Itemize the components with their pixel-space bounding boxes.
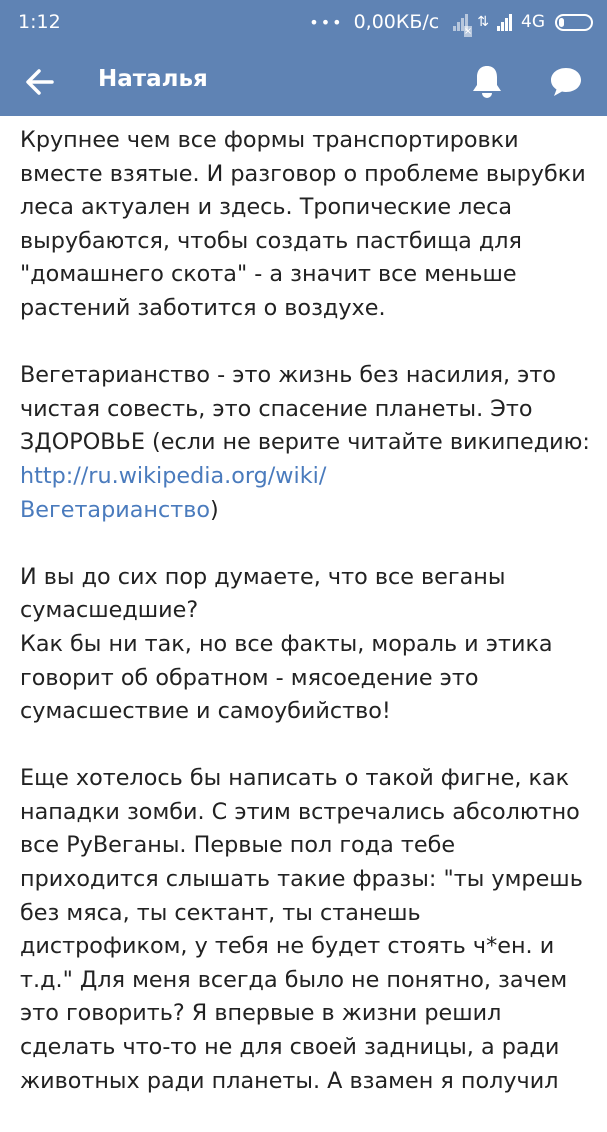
paragraph-3-line-2: Как бы ни так, но все факты, мораль и этика говорит об обратном - мясоедение это сумасшествие и самоубийство! [20,630,553,725]
wikipedia-link-url: http://ru.wikipedia.org/wiki/ [20,462,327,489]
notifications-button[interactable] [468,62,506,102]
paragraph-4: Еще хотелось бы написать о такой фигне, как нападки зомби. С этим встречались абсолютно все РуВеганы. Первые пол года тебе приходится слышать такие фразы: "ты умрешь без мяса, ты сектант, ты станешь дистрофиком, у тебя не будет стоять ч*ен. и т.д." Для меня всегда было не понятно, зачем это говорить? Я впервые в жизни решил сделать что-то не для своей задницы, а ради животных ради планеты. А взамен я получил [20,765,583,1094]
status-time: 1:12 [18,11,61,33]
wikipedia-link-page: Вегетарианство [20,496,211,523]
arrow-left-icon [22,64,58,100]
back-button[interactable] [22,64,58,100]
signal-sim1-icon: × [453,13,469,31]
post-text [20,124,592,1132]
paragraph-3-line-1: И вы до сих пор думаете, что все веганы сумасшедшие? [20,563,506,624]
status-bar [0,0,607,46]
paragraph-2-end: ) [210,496,219,523]
status-indicators [309,10,593,37]
network-speed: 0,00КБ/с [353,11,440,33]
messages-button[interactable] [548,64,584,100]
signal-sim2-icon [497,13,513,31]
data-transfer-icon: ⇅ [477,14,489,30]
page-title: Наталья [98,66,208,92]
wikipedia-link[interactable] [20,463,326,523]
paragraph-2 [20,359,592,527]
battery-icon [555,14,593,31]
paragraph-2-text: Вегетарианство - это жизнь без насилия, это чистая совесть, это спасение планеты. Это ЗДОРОВЬЕ (если не верите читайте википедию: [20,362,590,456]
notification-dots: ••• [309,12,344,32]
network-type: 4G [521,12,545,32]
chat-bubble-icon [548,64,584,100]
bell-icon [468,62,506,102]
paragraph-1: Крупнее чем все формы транспортировки вместе взятые. И разговор о проблеме вырубки леса актуален и здесь. Тропические леса вырубаются, чтобы создать пастбища для "домашнего скота" - а значит все меньше растений заботится о воздухе. [20,127,586,321]
paragraph-3 [20,561,592,729]
app-bar [0,46,607,116]
